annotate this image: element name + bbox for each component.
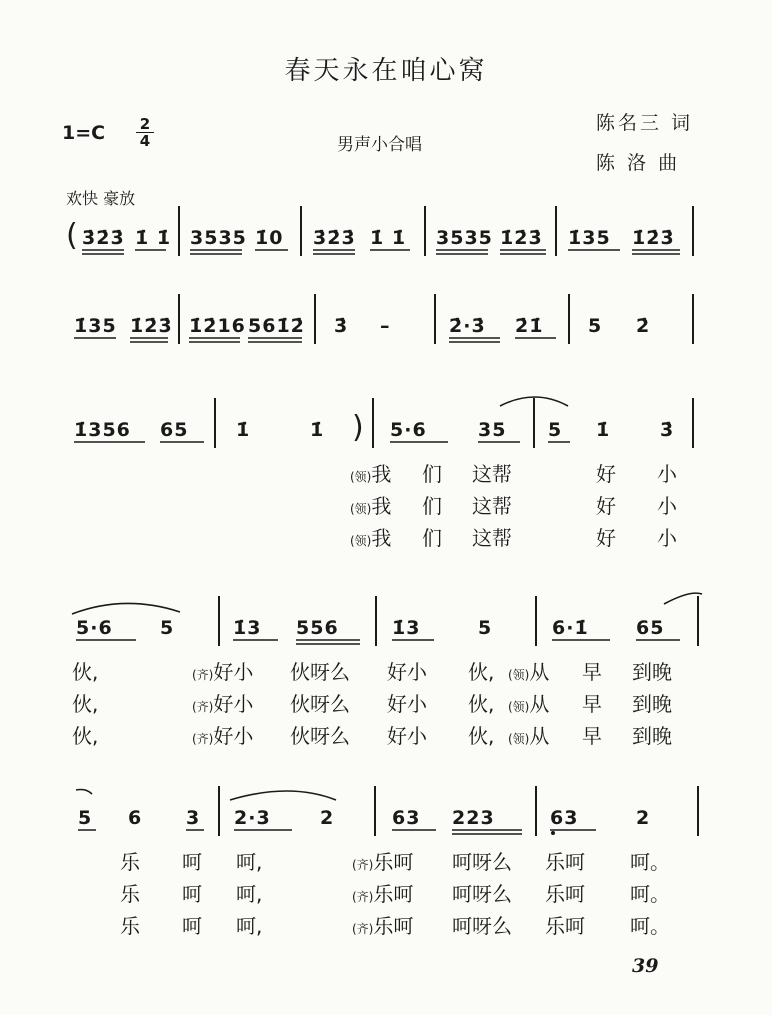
bar-line (214, 398, 216, 448)
note-group: 65 (160, 419, 189, 441)
bar-line (178, 206, 180, 256)
lyric-word: 早 (582, 724, 602, 748)
repeat-paren-open: ( (66, 218, 78, 253)
lead-tag: (领) (350, 534, 372, 548)
lyric-line (0, 720, 772, 750)
lyric-line (0, 490, 772, 520)
lyric-word: 伙呀么 (290, 692, 350, 716)
lead-tag: (领) (508, 700, 530, 714)
lyric-word: 乐呵 (373, 850, 414, 874)
lyric-word: 从 (529, 724, 550, 748)
bar-line (375, 596, 377, 646)
lyric-word: 伙呀么 (290, 660, 350, 684)
lead-tag: (领) (508, 668, 530, 682)
lyric-word: 乐呵 (545, 850, 585, 874)
note-group: 1̇0 (255, 227, 284, 249)
note-group: 65 (636, 617, 665, 639)
note-group: 5 (78, 807, 93, 829)
note-group: 2̇·3̇ (449, 315, 486, 337)
note-group: 1̇ (236, 419, 251, 441)
lyric-word: 我 (371, 526, 392, 550)
lyric-word: 呵 (182, 914, 202, 938)
lyric-word: 小 (657, 526, 677, 550)
lyric-word: 们 (422, 462, 442, 486)
lyric-word: 好 (596, 462, 616, 486)
lyric-word: 乐呵 (373, 882, 414, 906)
tempo-marking: 欢快 豪放 (66, 189, 136, 208)
note-group: 223 (452, 807, 495, 829)
bar-line (697, 786, 699, 836)
lyric-word: 伙, (468, 692, 495, 716)
lyric-word: 从 (529, 660, 550, 684)
note-group: 1̇ 1̇ (135, 227, 172, 249)
lyric-word: 呵呀么 (452, 850, 512, 874)
notation-line-4 (0, 612, 772, 652)
note-group: 5 (478, 617, 493, 639)
bar-line (533, 398, 535, 448)
lyric-line (0, 846, 772, 876)
lyric-word: 乐呵 (545, 882, 585, 906)
lyric-word: 早 (582, 692, 602, 716)
chorus-tag: (齐) (352, 858, 374, 872)
lyric-line (0, 522, 772, 552)
lyric-line (0, 910, 772, 940)
note-group: 5 (588, 315, 603, 337)
note-group: 3535 (190, 227, 247, 249)
lyric-word: 乐 (120, 850, 140, 874)
bar-line (535, 786, 537, 836)
bar-line (424, 206, 426, 256)
note-group: 1̇ 1̇ (370, 227, 407, 249)
bar-line (697, 596, 699, 646)
lyric-word: 们 (422, 494, 442, 518)
meter-bottom: 4 (139, 132, 151, 150)
lyric-word: 呵。 (630, 882, 670, 906)
lyric-word: 伙, (468, 724, 495, 748)
note-group: 5 (160, 617, 175, 639)
lyric-word: 呵。 (630, 850, 670, 874)
lyric-word: 呵 (182, 850, 202, 874)
note-group: 3̇ (660, 419, 675, 441)
note-group: 1̇2̇3̇ (500, 227, 543, 249)
note-group: 3 (186, 807, 201, 829)
lyric-word: 好小 (213, 724, 254, 748)
note-group: 2̇ (636, 315, 651, 337)
meter-top: 2 (136, 116, 154, 133)
note-group: 5 (548, 419, 563, 441)
note-group: 556 (296, 617, 339, 639)
lyric-word: 呵呀么 (452, 914, 512, 938)
bar-line (692, 398, 694, 448)
note-group: – (380, 315, 391, 337)
lyric-line (0, 688, 772, 718)
page-number: 39 (632, 955, 659, 977)
lyric-word: 乐 (120, 914, 140, 938)
note-group: 35 (478, 419, 507, 441)
bar-line (372, 398, 374, 448)
lyric-word: 到晚 (632, 660, 672, 684)
lyric-word: 好小 (387, 692, 427, 716)
lyric-word: 伙, (72, 660, 99, 684)
note-group: 3̇ (334, 315, 349, 337)
time-signature (136, 116, 154, 149)
lead-tag: (领) (350, 470, 372, 484)
note-group: 1̇3 (233, 617, 262, 639)
lyric-word: 呵, (236, 914, 263, 938)
lyric-word: 小 (657, 494, 677, 518)
lyric-word: 乐呵 (545, 914, 585, 938)
lyric-word: 呵, (236, 850, 263, 874)
note-group: 5·6 (76, 617, 113, 639)
lyric-word: 呵, (236, 882, 263, 906)
bar-line (178, 294, 180, 344)
lyric-word: 呵呀么 (452, 882, 512, 906)
lyric-word: 呵 (182, 882, 202, 906)
lyric-word: 伙, (72, 692, 99, 716)
note-group: 1̇2̇3̇ (632, 227, 675, 249)
lyric-word: 好 (596, 494, 616, 518)
note-group: 3̇2̇3̇ (82, 227, 125, 249)
note-group: 5·6 (390, 419, 427, 441)
bar-line (692, 206, 694, 256)
composer-credit: 陈 洛 曲 (596, 152, 681, 174)
note-group: 63 (550, 807, 579, 829)
lyric-word: 小 (657, 462, 677, 486)
lyric-word: 早 (582, 660, 602, 684)
note-group: 2 (636, 807, 651, 829)
bar-line (555, 206, 557, 256)
lyric-line (0, 656, 772, 686)
bar-line (434, 294, 436, 344)
bar-line (535, 596, 537, 646)
lyric-word: 这帮 (472, 526, 512, 550)
note-group: 1̇3 (392, 617, 421, 639)
lyric-word: 到晚 (632, 692, 672, 716)
bar-line (568, 294, 570, 344)
notation-line-5 (0, 802, 772, 842)
note-group: 1̇35 (568, 227, 611, 249)
note-group: 63 (392, 807, 421, 829)
bar-line (218, 786, 220, 836)
chorus-tag: (齐) (352, 890, 374, 904)
lead-tag: (领) (508, 732, 530, 746)
chorus-tag: (齐) (192, 668, 214, 682)
genre-label: 男声小合唱 (337, 135, 422, 155)
lyric-word: 从 (529, 692, 550, 716)
bar-line (218, 596, 220, 646)
lyric-word: 这帮 (472, 462, 512, 486)
note-group: 1̇ (596, 419, 611, 441)
lyric-word: 我 (371, 462, 392, 486)
key-signature: 1=C (62, 122, 106, 144)
note-group: 6 (128, 807, 143, 829)
song-title: 春天永在咱心窝 (284, 56, 488, 86)
note-group: 1̇35 (74, 315, 117, 337)
note-group: 2·3 (234, 807, 271, 829)
note-group: 6·1̇ (552, 617, 589, 639)
lyric-word: 伙呀么 (290, 724, 350, 748)
note-group: 1̇ (310, 419, 325, 441)
lead-tag: (领) (350, 502, 372, 516)
lyric-line (0, 458, 772, 488)
note-group: 1̇2̇3̇ (130, 315, 173, 337)
bar-line (314, 294, 316, 344)
notation-line-1 (0, 218, 772, 262)
lyric-word: 好小 (387, 724, 427, 748)
lyric-word: 呵。 (630, 914, 670, 938)
note-group: 561̇2̇ (248, 315, 305, 337)
lyric-word: 我 (371, 494, 392, 518)
lyric-word: 好小 (387, 660, 427, 684)
lyric-word: 伙, (72, 724, 99, 748)
lyric-line (0, 878, 772, 908)
lyric-word: 好小 (213, 660, 254, 684)
chorus-tag: (齐) (192, 700, 214, 714)
note-group: 3535 (436, 227, 493, 249)
lyric-word: 乐 (120, 882, 140, 906)
lyric-word: 这帮 (472, 494, 512, 518)
repeat-paren-close: ) (352, 410, 364, 445)
note-group: 1̇356 (74, 419, 131, 441)
chorus-tag: (齐) (192, 732, 214, 746)
chorus-tag: (齐) (352, 922, 374, 936)
lyricist-credit: 陈名三 词 (596, 112, 694, 134)
bar-line (692, 294, 694, 344)
note-group: 3̇2̇3̇ (313, 227, 356, 249)
lyric-word: 到晚 (632, 724, 672, 748)
lyric-word: 们 (422, 526, 442, 550)
bar-line (300, 206, 302, 256)
note-group: 2̇1̇ (515, 315, 544, 337)
notation-line-2 (0, 310, 772, 350)
bar-line (374, 786, 376, 836)
note-group: 2 (320, 807, 335, 829)
note-group: 1̇2̇16 (189, 315, 246, 337)
lyric-word: 乐呵 (373, 914, 414, 938)
lyric-word: 好 (596, 526, 616, 550)
notation-line-3 (0, 410, 772, 454)
lyric-word: 伙, (468, 660, 495, 684)
lyric-word: 好小 (213, 692, 254, 716)
